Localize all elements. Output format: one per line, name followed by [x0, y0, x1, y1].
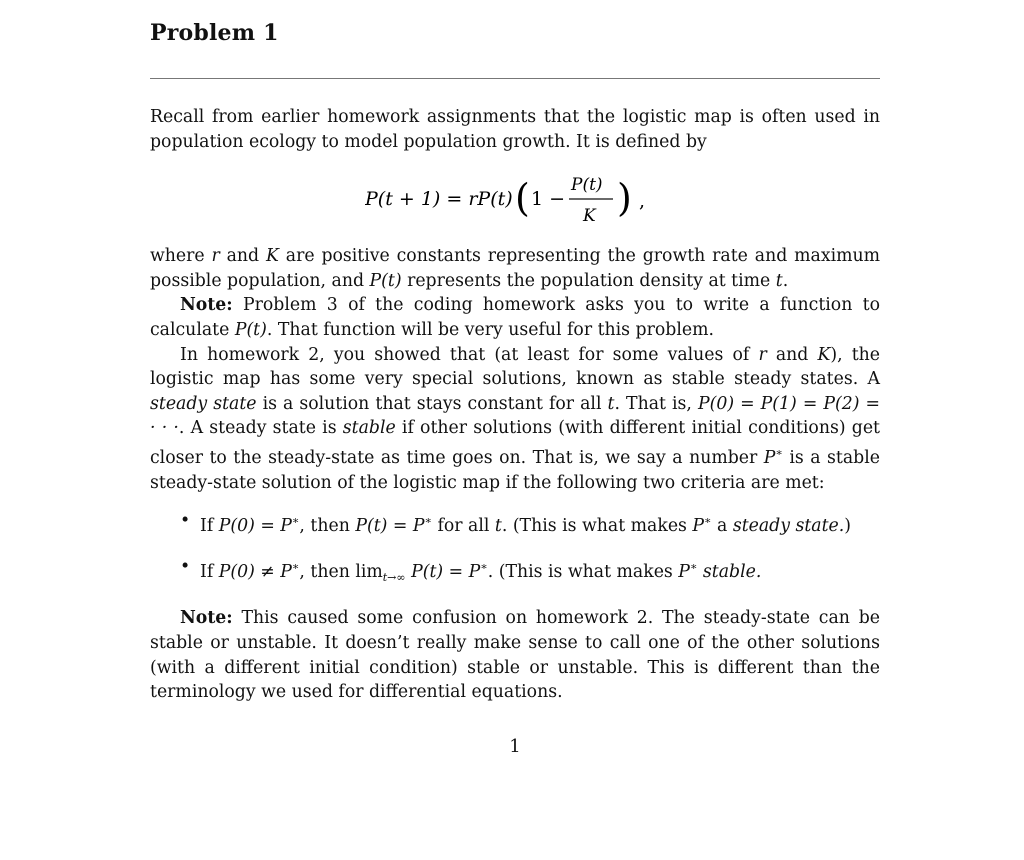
equation-paren-right: ): [617, 176, 632, 221]
document-page: [150, 0, 880, 860]
equation-fraction-denominator: K: [583, 206, 596, 227]
criterion-steady-state: • If P(0) = P∗, then P(t) = P∗ for all t. (This is what makes P∗ a steady state.): [180, 509, 880, 539]
problem-title: Problem 1: [150, 20, 279, 46]
definition-paragraph: where r and K are positive constants representing the growth rate and maximum possible population, and P(t) represents the population density at time t.: [150, 246, 880, 291]
equation-fraction-numerator: P(t): [571, 175, 603, 196]
horizontal-rule: [150, 78, 880, 79]
intro-paragraph: Recall from earlier homework assignments that the logistic map is often used in population ecology to model population growth. It is defined by: [150, 107, 880, 152]
note-label: Note:: [180, 295, 233, 316]
criteria-list: [150, 509, 880, 590]
equation-lhs: P(t + 1) = rP(t): [365, 188, 513, 211]
page-number: 1: [509, 736, 521, 757]
equation-comma: ,: [639, 190, 646, 213]
document-body: [150, 105, 880, 705]
equation-one-minus: 1 −: [531, 188, 566, 211]
second-note-paragraph: Note: This caused some confusion on homework 2. The steady-state can be stable or unstable. It doesn’t really make sense to call one of the other solutions (with a different initial condition) stable or unstable. This is different than the terminology we used for differential equations.: [150, 608, 880, 703]
logistic-map-equation: [150, 154, 880, 244]
steady-state-paragraph: In homework 2, you showed that (at least for some values of r and K), the logistic map has some very special solutions, known as stable steady states. A steady state is a solution that stays constant for all t. That is, P(0) = P(1) = P(2) = · · ·. A steady state is stable if other solutions (with different initial conditions) get closer to the steady-state as time goes on. That is, we say a number P∗ is a stable steady-state solution of the logistic map if the following two criteria are met:: [150, 344, 881, 493]
criterion-stable: • If P(0) ≠ P∗, then $\lim_{t\to\infty} P(t) = P^∗$. (This is what makes P∗ stable.: [180, 555, 880, 591]
equation-paren-left: (: [515, 176, 530, 221]
second-note-label: Note:: [180, 608, 233, 629]
note-paragraph: Note: Problem 3 of the coding homework asks you to write a function to calculate P(t). That function will be very useful for this problem.: [150, 295, 880, 340]
equation-graphic: [365, 159, 665, 239]
